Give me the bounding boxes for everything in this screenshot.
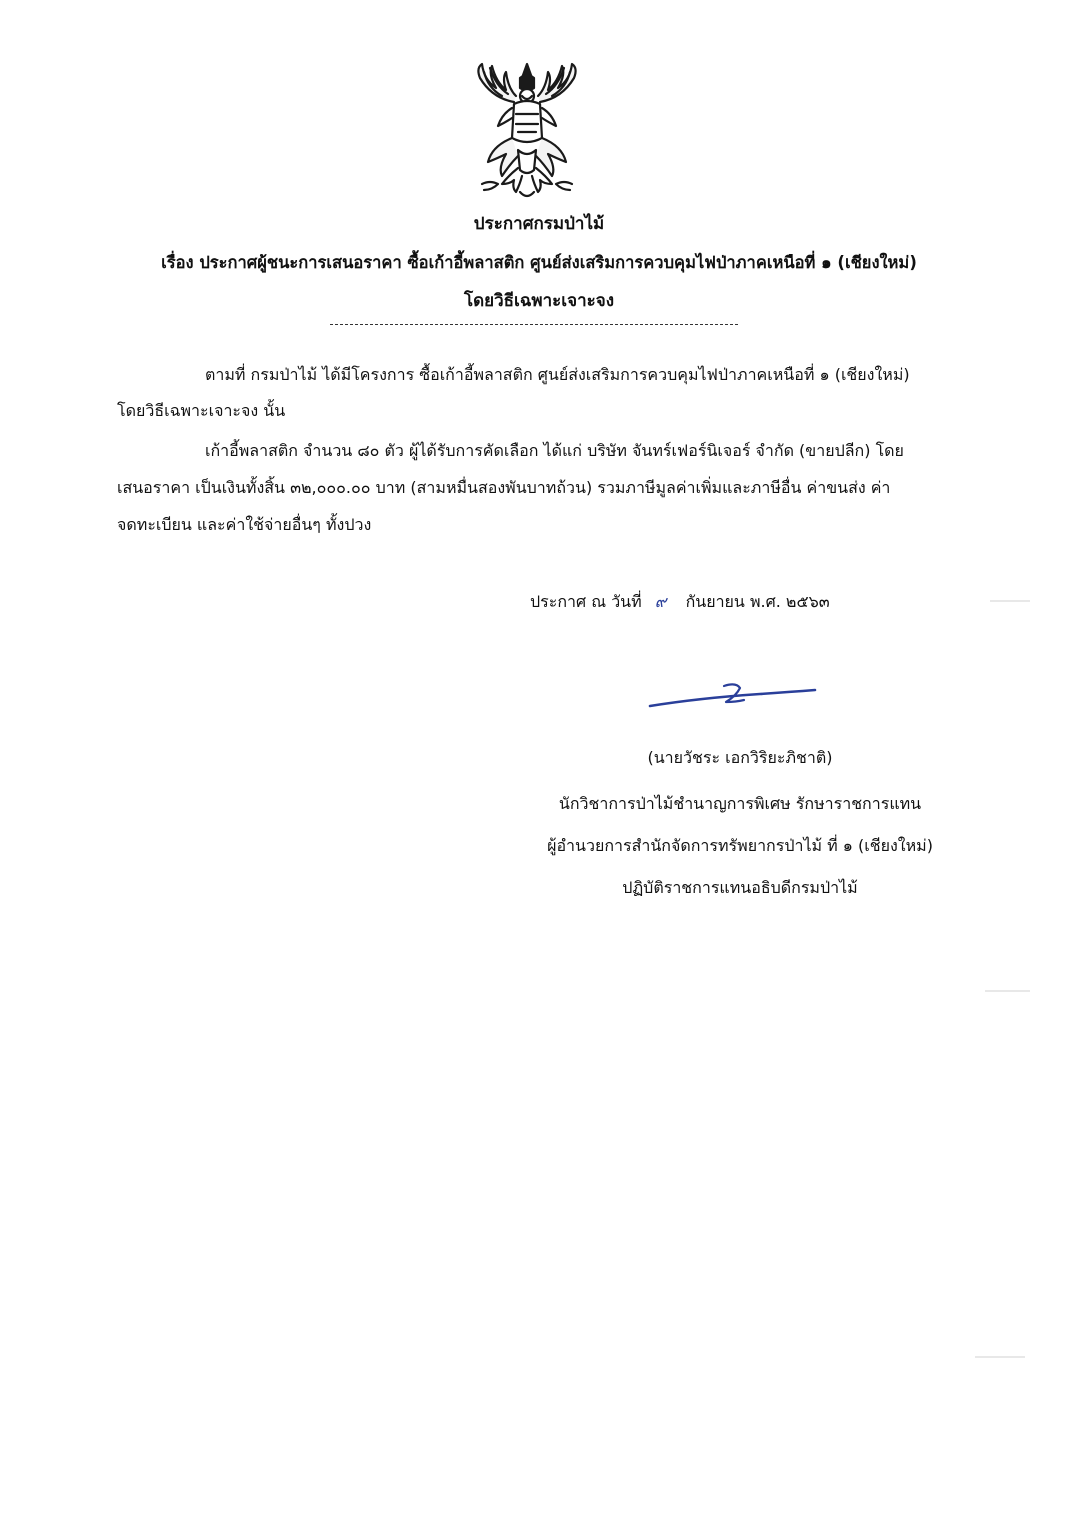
document-title: ประกาศกรมป่าไม้ [473,214,605,234]
announcement-date [530,590,830,615]
body-paragraph-1-line-2: โดยวิธีเฉพาะเจาะจง นั้น [117,401,286,420]
body-paragraph-2-line-1: เก้าอี้พลาสติก จำนวน ๘๐ ตัว ผู้ได้รับการคัดเลือก ได้แก่ บริษัท จันทร์เฟอร์นิเจอร์ จำกัด (ขายปลีก) โดย [205,441,904,460]
signer-position-1: นักวิชาการป่าไม้ชำนาญการพิเศษ รักษาราชการแทน [558,794,922,813]
procurement-method: โดยวิธีเฉพาะเจาะจง [463,291,615,311]
signer-position-3: ปฏิบัติราชการแทนอธิบดีกรมป่าไม้ [622,878,858,897]
subject-line: เรื่อง ประกาศผู้ชนะการเสนอราคา ซื้อเก้าอี้พลาสติก ศูนย์ส่งเสริมการควบคุมไฟป่าภาคเหนือที่ ๑ (เชียงใหม่) [161,253,917,272]
signer-position-2: ผู้อำนวยการสำนักจัดการทรัพยากรป่าไม้ ที่ ๑ (เชียงใหม่) [547,836,933,855]
signer-name: (นายวัชระ เอกวิริยะภิชาติ) [647,748,833,767]
date-prefix: ประกาศ ณ วันที่ [530,592,642,611]
date-day: ๙ [654,592,667,611]
scan-artifact [990,600,1030,602]
body-paragraph-1-line-1: ตามที่ กรมป่าไม้ ได้มีโครงการ ซื้อเก้าอี้พลาสติก ศูนย์ส่งเสริมการควบคุมไฟป่าภาคเหนือที่ ๑ (เชียงใหม่) [205,365,910,384]
garuda-emblem-icon [462,58,592,203]
handwritten-signature [640,672,830,718]
body-paragraph-2-line-2: เสนอราคา เป็นเงินทั้งสิ้น ๓๒,๐๐๐.๐๐ บาท (สามหมื่นสองพันบาทถ้วน) รวมภาษีมูลค่าเพิ่มและภาษีอื่น ค่าขนส่ง ค่า [117,478,891,497]
body-paragraph-2-line-3: จดทะเบียน และค่าใช้จ่ายอื่นๆ ทั้งปวง [117,515,372,534]
date-month-year: กันยายน พ.ศ. ๒๕๖๓ [685,592,830,611]
scan-artifact [985,990,1030,992]
dashed-divider [330,324,738,325]
scan-artifact [975,1356,1025,1358]
